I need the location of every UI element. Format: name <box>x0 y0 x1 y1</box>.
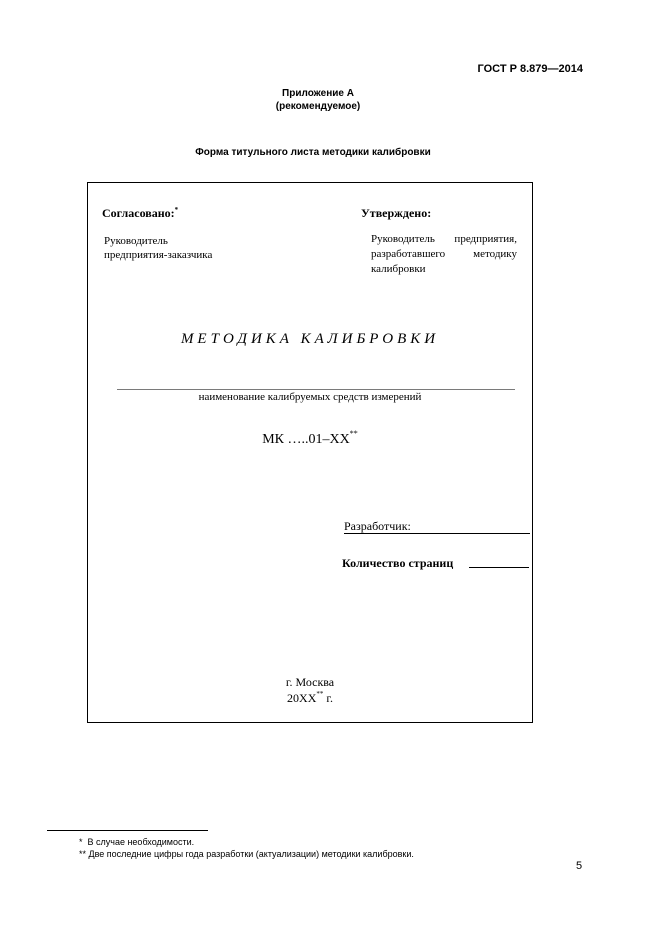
appendix-subtitle: (рекомендуемое) <box>275 101 361 112</box>
city: г. Москва <box>285 675 335 689</box>
developer-underline <box>344 533 530 534</box>
method-code-footnote-mark: ** <box>349 429 358 438</box>
footnote-separator <box>47 830 208 831</box>
approver-line: калибровки <box>371 263 426 275</box>
method-title: МЕТОДИКА КАЛИБРОВКИ <box>180 331 440 347</box>
approved-label: Утверждено: <box>361 206 432 220</box>
page-count-underline <box>469 567 529 568</box>
name-caption: наименование калибруемых средств измерений <box>198 391 422 403</box>
developer-label: Разработчик: <box>344 519 411 533</box>
page-count-label: Количество страниц <box>342 556 454 570</box>
form-title: Форма титульного листа методики калибровки <box>195 147 431 158</box>
footnote: ** Две последние цифры года разработки (актуализации) методики калибровки. <box>79 849 414 859</box>
page-number: 5 <box>576 860 583 872</box>
appendix-title: Приложение А <box>282 88 354 99</box>
year: 20XX** г. <box>287 690 333 705</box>
customer-line: предприятия-заказчика <box>104 249 213 261</box>
year-footnote-mark: ** <box>316 690 324 698</box>
document-code: ГОСТ Р 8.879—2014 <box>477 63 583 75</box>
approver-line: Руководитель предприятия, <box>371 233 517 245</box>
agreed-label: Согласовано:* <box>102 206 179 220</box>
method-code: МК …..01–XX** <box>262 429 358 447</box>
name-underline <box>117 389 515 390</box>
footnote: * В случае необходимости. <box>79 837 195 847</box>
approver-block <box>371 232 517 277</box>
customer-line: Руководитель <box>104 235 168 247</box>
agreed-footnote-mark: * <box>174 206 179 214</box>
approver-line: разработавшего методику <box>371 248 517 260</box>
